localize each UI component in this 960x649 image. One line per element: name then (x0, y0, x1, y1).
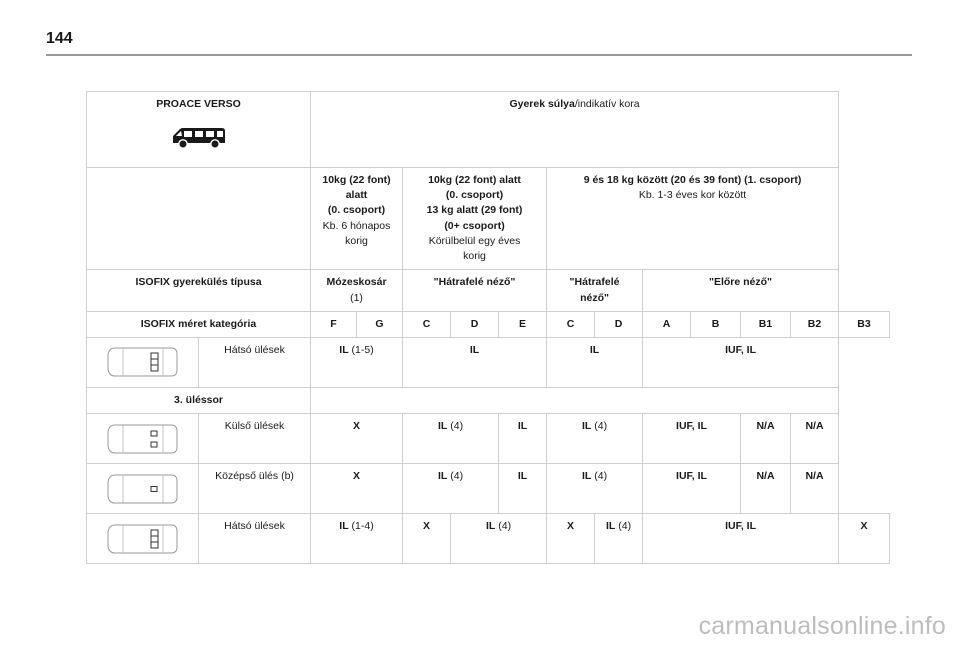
type-row-label: ISOFIX gyerekülés típusa (87, 270, 311, 311)
group-0-line: (0. csoport) (327, 204, 386, 217)
weight-sublabel: /indikatív kora (574, 98, 640, 110)
table-cell: IL (499, 464, 547, 514)
van-top-seat-icon (105, 522, 181, 556)
group-0-age: korig (345, 234, 368, 247)
size-cat-cell: D (451, 311, 499, 337)
group-0-cell (311, 168, 403, 270)
table-cell: IUF, IL (643, 514, 839, 564)
group-row-empty (87, 168, 311, 270)
table-cell: X (311, 414, 403, 464)
table-cell: IL (4) (595, 514, 643, 564)
carrycot-cell (311, 270, 403, 311)
rear-facing-cell-2 (547, 270, 643, 311)
size-cat-cell: B2 (791, 311, 839, 337)
section-empty (311, 387, 839, 413)
table-cell: IUF, IL (643, 337, 839, 387)
group-0plus-line: (0+ csoport) (444, 219, 505, 232)
table-cell: IL (547, 337, 643, 387)
vehicle-name: PROACE VERSO (156, 98, 241, 110)
group-0plus-age: Körülbelül egy éves (428, 234, 521, 247)
carrycot-label: Mózeskosár (326, 276, 387, 289)
group-0plus-line: (0. csoport) (445, 189, 504, 202)
weight-label: Gyerek súlya (509, 98, 575, 110)
size-cat-cell: B3 (839, 311, 890, 337)
section-label: 3. üléssor (87, 387, 311, 413)
size-cat-cell: C (403, 311, 451, 337)
rear-facing-line: néző" (580, 291, 609, 304)
seat-label: Hátsó ülések (199, 514, 311, 564)
table-cell: N/A (741, 464, 791, 514)
table-cell: X (839, 514, 890, 564)
group-1-age: Kb. 1-3 éves kor között (638, 189, 747, 202)
table-cell: IL (4) (451, 514, 547, 564)
group-row (87, 168, 890, 270)
table-cell: IUF, IL (643, 414, 741, 464)
table-cell: X (547, 514, 595, 564)
vehicle-cell (87, 92, 311, 168)
table-cell: IL (4) (547, 414, 643, 464)
table-row (87, 414, 890, 464)
table-row (87, 514, 890, 564)
table-cell: X (311, 464, 403, 514)
rear-facing-cell: "Hátrafelé néző" (403, 270, 547, 311)
type-row (87, 270, 890, 311)
seat-icon-cell (87, 337, 199, 387)
table-cell: N/A (791, 414, 839, 464)
van-top-seat-icon (105, 472, 181, 506)
group-0-line: alatt (345, 189, 368, 202)
seat-label: Hátsó ülések (199, 337, 311, 387)
size-cat-cell: B (691, 311, 741, 337)
group-0plus-line: 13 kg alatt (29 font) (426, 204, 523, 217)
page-number: 144 (46, 30, 73, 47)
van-side-icon (170, 124, 228, 150)
size-cat-cell: E (499, 311, 547, 337)
size-cat-cell: A (643, 311, 691, 337)
isofix-table (86, 91, 890, 564)
seat-icon-cell (87, 464, 199, 514)
table-cell: IL (4) (403, 414, 499, 464)
group-1-cell (547, 168, 839, 270)
van-top-seat-icon (105, 422, 181, 456)
table-cell: IL (499, 414, 547, 464)
table-cell: IL (4) (547, 464, 643, 514)
group-0plus-line: 10kg (22 font) alatt (428, 174, 521, 186)
table-cell: X (403, 514, 451, 564)
group-0plus-age: korig (463, 250, 486, 263)
seat-label: Külső ülések (199, 414, 311, 464)
seat-icon-cell (87, 414, 199, 464)
header-row (87, 92, 890, 168)
weight-header (311, 92, 839, 168)
table-cell: IL (1-5) (311, 337, 403, 387)
section-row (87, 387, 890, 413)
group-0-age: Kb. 6 hónapos (322, 219, 391, 232)
size-cat-cell: C (547, 311, 595, 337)
size-row-label: ISOFIX méret kategória (87, 311, 311, 337)
seat-label: Középső ülés (b) (199, 464, 311, 514)
group-1-line: 9 és 18 kg között (20 és 39 font) (1. csoport) (583, 174, 802, 186)
watermark: carmanualsonline.info (698, 612, 946, 640)
top-rule (46, 54, 912, 56)
forward-facing-cell: "Előre néző" (643, 270, 839, 311)
van-top-seat-icon (105, 345, 181, 379)
table-cell: IL (1-4) (311, 514, 403, 564)
group-0plus-cell (403, 168, 547, 270)
carrycot-note: (1) (350, 291, 363, 304)
table-cell: N/A (741, 414, 791, 464)
size-cat-cell: G (357, 311, 403, 337)
size-row (87, 311, 890, 337)
table-cell: IL (4) (403, 464, 499, 514)
table-cell: N/A (791, 464, 839, 514)
size-cat-cell: D (595, 311, 643, 337)
group-0-line: 10kg (22 font) (322, 174, 391, 186)
table-cell: IL (403, 337, 547, 387)
size-cat-cell: F (311, 311, 357, 337)
table-row (87, 337, 890, 387)
size-cat-cell: B1 (741, 311, 791, 337)
seat-icon-cell (87, 514, 199, 564)
rear-facing-line: "Hátrafelé (569, 276, 620, 289)
table-row (87, 464, 890, 514)
table-cell: IUF, IL (643, 464, 741, 514)
